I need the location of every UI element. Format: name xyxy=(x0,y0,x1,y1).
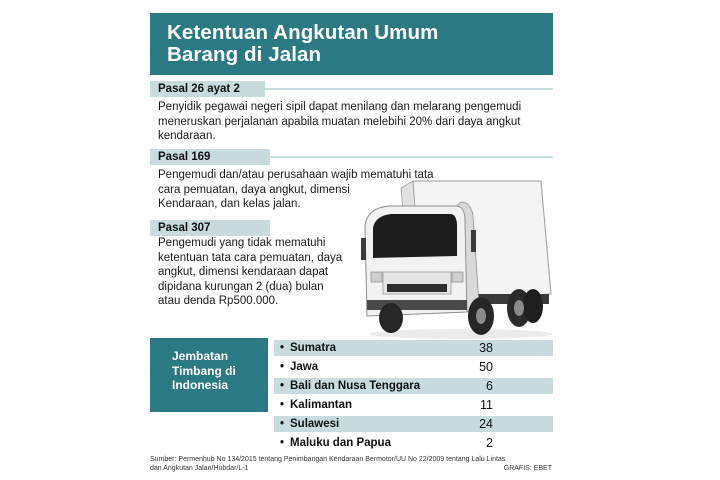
bridge-row-jawa xyxy=(274,359,553,375)
text-line: atau denda Rp500.000. xyxy=(158,295,279,307)
section-rule-pasal-169 xyxy=(270,156,553,158)
bullet: • xyxy=(280,437,285,449)
bullet: • xyxy=(280,361,285,373)
bridge-count: 2 xyxy=(486,436,493,450)
section-rule-pasal-26 xyxy=(265,88,553,90)
region-name: Sulawesi xyxy=(290,418,340,430)
bridge-count-title xyxy=(172,349,264,393)
region-name: Sumatra xyxy=(290,342,337,354)
text-line: angkut, dimensi kendaraan dapat xyxy=(158,266,329,278)
region-name: Maluku dan Papua xyxy=(290,437,391,449)
infographic xyxy=(150,8,554,474)
box-truck-illustration xyxy=(361,176,553,348)
title-line: Timbang di xyxy=(172,363,236,378)
bridge-count: 6 xyxy=(486,379,493,393)
text-line: Pengemudi yang tidak mematuhi xyxy=(158,237,326,249)
bridge-count-label-box xyxy=(150,338,268,412)
text-line: meneruskan perjalanan apabila muatan melebihi 20% dari daya angkut xyxy=(158,115,521,128)
bridge-row-sumatra xyxy=(274,340,553,356)
title-line: Indonesia xyxy=(172,378,229,392)
bridge-count: 50 xyxy=(479,360,493,374)
title-line: Jembatan xyxy=(172,349,229,363)
section-heading-pasal-169: Pasal 169 xyxy=(150,149,270,165)
title-line-1: Ketentuan Angkutan Umum xyxy=(167,21,439,44)
section-heading-pasal-26: Pasal 26 ayat 2 xyxy=(150,81,265,97)
section-body-pasal-307 xyxy=(158,236,342,309)
title-banner xyxy=(150,13,553,75)
bullet: • xyxy=(280,399,285,411)
source-line: Sumber: Permenhub No 134/2015 tentang Penimbangan Kendaraan Bermotor/UU No 22/2009 tentang Lalu Lintas xyxy=(150,456,506,463)
bridge-count: 24 xyxy=(479,417,493,431)
text-line: Penyidik pegawai negeri sipil dapat menilang dan melarang pengemudi xyxy=(158,101,522,113)
bullet: • xyxy=(280,418,285,430)
region-name: Jawa xyxy=(290,361,319,373)
region-name: Kalimantan xyxy=(290,399,352,411)
bridge-count: 11 xyxy=(480,398,493,412)
text-line: ketentuan tata cara pemuatan, daya xyxy=(158,251,343,264)
text-line: cara pemuatan, daya angkut, dimensi xyxy=(158,183,350,196)
title-line-2: Barang di Jalan xyxy=(167,43,322,66)
section-body-pasal-26 xyxy=(158,100,521,144)
graphic-credit: GRAFIS: EBET xyxy=(503,465,552,472)
bullet: • xyxy=(280,380,285,392)
source-note xyxy=(150,456,554,473)
bridge-row-bali-nusa-tenggara xyxy=(274,378,553,394)
bridge-row-kalimantan xyxy=(274,397,553,413)
region-name: Bali dan Nusa Tenggara xyxy=(290,380,421,392)
bridge-row-maluku-papua xyxy=(274,435,553,451)
page-title xyxy=(167,22,547,66)
text-line: Pengemudi dan/atau perusahaan wajib mematuhi tata xyxy=(158,169,434,181)
text-line: Kendaraan, dan kelas jalan. xyxy=(158,198,301,210)
text-line: kendaraan. xyxy=(158,130,216,142)
section-heading-pasal-307: Pasal 307 xyxy=(150,220,270,236)
text-line: dipidana kurungan 2 (dua) bulan xyxy=(158,280,324,293)
source-line: dan Angkutan Jalan/Hubdar/L-1 xyxy=(150,464,249,472)
bullet: • xyxy=(280,342,285,354)
bridge-row-sulawesi xyxy=(274,416,553,432)
bridge-count: 38 xyxy=(479,341,493,355)
